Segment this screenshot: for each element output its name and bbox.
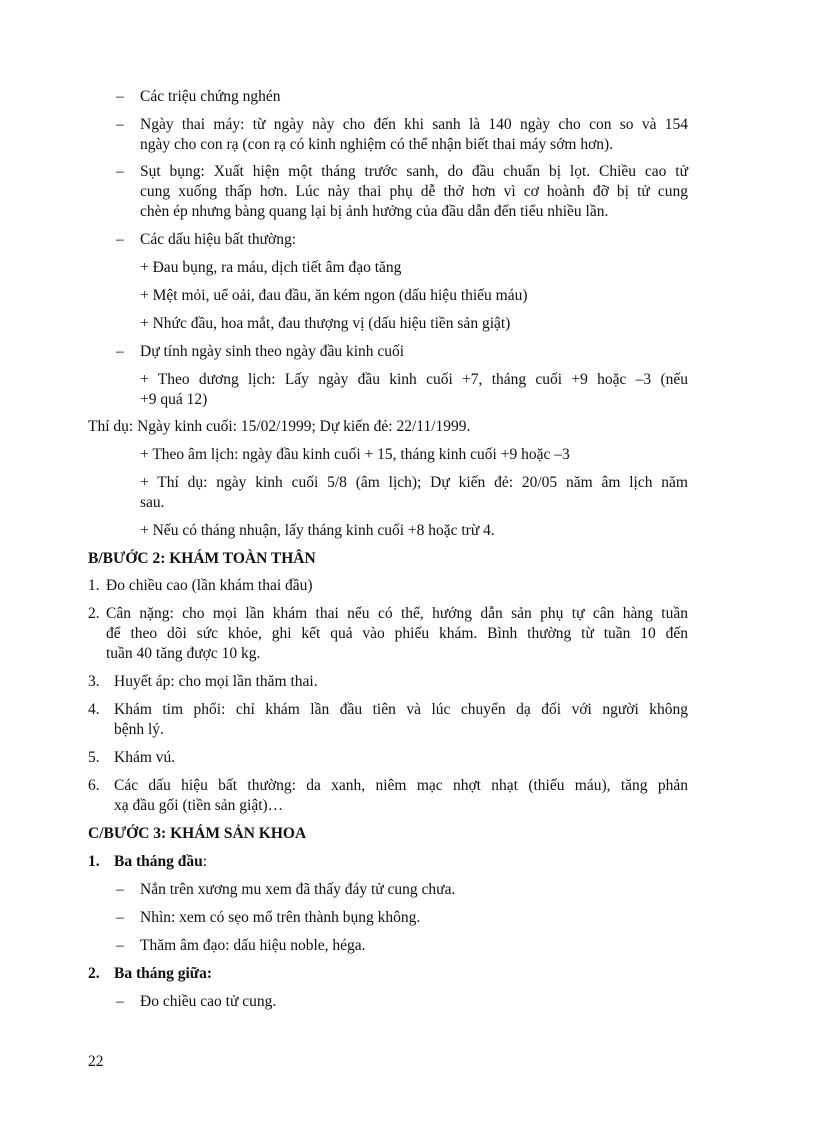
- subsection-first-trimester: [114, 852, 207, 872]
- list-number: 2.: [88, 605, 100, 622]
- general-exam-item-heart-lung-line1: Khám tim phổi: chỉ khám lần đầu tiên và lúc chuyển dạ đối với người không: [114, 701, 688, 718]
- abnormal-sign-item: + Mệt mỏi, uể oải, đau đầu, ăn kém ngon (dấu hiệu thiếu máu): [140, 287, 528, 304]
- intro-item-fetal-movement-line1: Ngày thai máy: từ ngày này cho đến khi sanh là 140 ngày cho con so và 154: [140, 116, 688, 133]
- example-solar: Thí dụ: Ngày kinh cuối: 15/02/1999; Dự kiến đẻ: 22/11/1999.: [88, 418, 471, 435]
- first-trimester-item: Thăm âm đạo: dấu hiệu noble, héga.: [140, 937, 366, 954]
- lunar-calendar-rule: + Theo âm lịch: ngày đầu kinh cuối + 15, tháng kinh cuối +9 hoặc –3: [140, 446, 570, 463]
- general-exam-item-abnormal-line1: Các dấu hiệu bất thường: da xanh, niêm mạc nhợt nhạt (thiếu máu), tăng phản: [114, 777, 688, 794]
- general-exam-item-abnormal-line2: xạ đầu gối (tiền sản giật)…: [114, 797, 284, 814]
- bullet-dash: –: [116, 937, 124, 954]
- subsection-second-trimester: Ba tháng giữa:: [114, 965, 213, 982]
- intro-item-fetal-movement-line2: ngày cho con rạ (con rạ có kinh nghiệm có thể nhận biết thai máy sớm hơn).: [140, 136, 614, 153]
- general-exam-item-heart-lung-line2: bệnh lý.: [114, 721, 164, 738]
- bullet-dash: –: [116, 881, 124, 898]
- bullet-dash: –: [116, 993, 124, 1010]
- intro-item-nausea: Các triệu chứng nghén: [140, 88, 281, 105]
- general-exam-item-breast: Khám vú.: [114, 749, 176, 766]
- list-number: 6.: [88, 777, 100, 794]
- list-number: 3.: [88, 673, 100, 690]
- bullet-dash: –: [116, 343, 124, 360]
- second-trimester-item: Đo chiều cao tử cung.: [140, 993, 277, 1010]
- intro-item-lightening-line1: Sụt bụng: Xuất hiện một tháng trước sanh, do đầu chuẩn bị lọt. Chiều cao tử: [140, 163, 688, 180]
- first-trimester-item: Nắn trên xương mu xem đã thấy đáy tử cung chưa.: [140, 881, 456, 898]
- subsection-title: Ba tháng đầu: [114, 853, 203, 870]
- subsection-colon: :: [202, 853, 208, 870]
- bullet-dash: –: [116, 88, 124, 105]
- leap-month-rule: + Nếu có tháng nhuận, lấy tháng kinh cuối +8 hoặc trừ 4.: [140, 522, 495, 539]
- due-date-title: Dự tính ngày sinh theo ngày đầu kinh cuối: [140, 343, 405, 360]
- general-exam-item-weight-line1: Cân nặng: cho mọi lần khám thai nếu có thể, hướng dẫn sản phụ tự cân hàng tuần: [106, 605, 688, 622]
- example-lunar-line2: sau.: [140, 494, 165, 511]
- intro-item-abnormal-signs: Các dấu hiệu bất thường:: [140, 231, 297, 248]
- bullet-dash: –: [116, 116, 124, 133]
- list-number: 1.: [88, 577, 100, 594]
- bullet-dash: –: [116, 231, 124, 248]
- abnormal-sign-item: + Nhức đầu, hoa mắt, đau thượng vị (dấu hiệu tiền sản giật): [140, 315, 511, 332]
- bullet-dash: –: [116, 163, 124, 180]
- list-number: 5.: [88, 749, 100, 766]
- example-lunar-line1: + Thí dụ: ngày kinh cuối 5/8 (âm lịch); Dự kiến đẻ: 20/05 năm âm lịch năm: [140, 474, 688, 491]
- list-number: 1.: [88, 853, 100, 870]
- list-number: 2.: [88, 965, 100, 982]
- abnormal-sign-item: + Đau bụng, ra máu, dịch tiết âm đạo tăng: [140, 259, 402, 276]
- general-exam-item-weight-line2: để theo dõi sức khỏe, ghi kết quả vào phiếu khám. Bình thường từ tuần 10 đến: [106, 625, 688, 642]
- intro-item-lightening-line3: chèn ép nhưng bàng quang lại bị ảnh hưởng của đầu dẫn đến tiểu nhiều lần.: [140, 203, 609, 220]
- intro-item-lightening-line2: cung xuống thấp hơn. Lúc này thai phụ dễ thở hơn vì cơ hoành đỡ bị tử cung: [140, 183, 688, 200]
- section-b-heading: B/BƯỚC 2: KHÁM TOÀN THÂN: [88, 550, 316, 567]
- general-exam-item-weight-line3: tuần 40 tăng được 10 kg.: [106, 645, 261, 662]
- solar-calendar-line1: + Theo dương lịch: Lấy ngày đầu kinh cuối +7, tháng cuối +9 hoặc –3 (nếu: [140, 371, 688, 388]
- section-c-heading: C/BƯỚC 3: KHÁM SẢN KHOA: [88, 825, 307, 842]
- list-number: 4.: [88, 701, 100, 718]
- page-number: 22: [88, 1053, 104, 1070]
- general-exam-item-height: Đo chiều cao (lần khám thai đầu): [106, 577, 313, 594]
- general-exam-item-blood-pressure: Huyết áp: cho mọi lần thăm thai.: [114, 673, 318, 690]
- bullet-dash: –: [116, 909, 124, 926]
- first-trimester-item: Nhìn: xem có sẹo mổ trên thành bụng không.: [140, 909, 421, 926]
- solar-calendar-line2: +9 quá 12): [140, 391, 208, 408]
